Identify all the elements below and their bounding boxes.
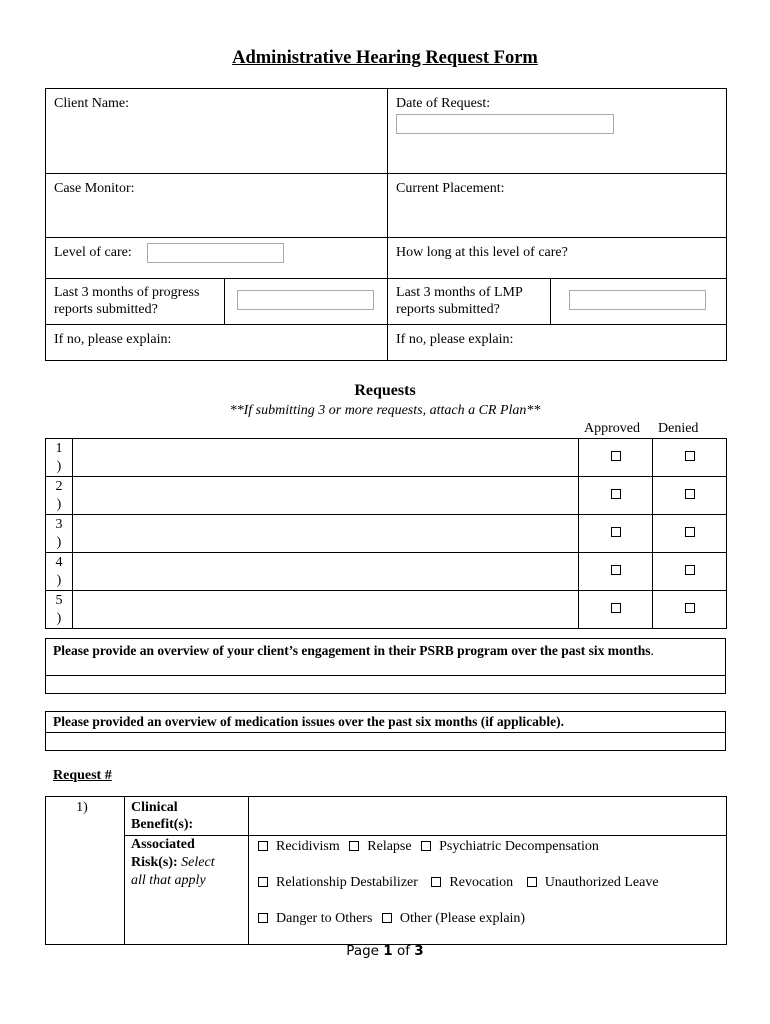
- request-row: [46, 439, 727, 477]
- denied-checkbox[interactable]: [685, 565, 695, 575]
- lmp-explain-label: If no, please explain:: [396, 332, 514, 347]
- risk-relationship-destabilizer[interactable]: Relationship Destabilizer: [258, 874, 418, 891]
- unauthorized-leave-checkbox[interactable]: [527, 877, 537, 887]
- denied-cell: [653, 591, 727, 629]
- request-number: 2 ): [46, 477, 73, 515]
- lmp-reports-label-1: Last 3 months of LMP: [396, 285, 523, 300]
- medication-overview-prompt: Please provided an overview of medication issues over the past six months (if applicable).: [46, 712, 726, 733]
- current-placement-label: Current Placement:: [396, 181, 505, 196]
- lmp-reports-cell: [388, 279, 551, 325]
- risk-danger-to-others[interactable]: Danger to Others: [258, 910, 372, 927]
- psrb-overview-table: [45, 638, 726, 694]
- current-page-number: 1: [383, 943, 393, 959]
- risk-other[interactable]: Other (Please explain): [382, 910, 525, 927]
- case-monitor-label: Case Monitor:: [54, 181, 135, 196]
- request-number: 4 ): [46, 553, 73, 591]
- client-name-cell[interactable]: [46, 89, 388, 174]
- recidivism-checkbox[interactable]: [258, 841, 268, 851]
- request-text-cell[interactable]: [73, 553, 579, 591]
- denied-checkbox[interactable]: [685, 527, 695, 537]
- request-text-cell[interactable]: [73, 477, 579, 515]
- request-detail-number: 1): [46, 797, 125, 945]
- request-row: [46, 553, 727, 591]
- progress-explain-cell[interactable]: [46, 325, 388, 361]
- requests-table: [45, 438, 727, 629]
- page-word: Page: [346, 943, 379, 959]
- how-long-cell[interactable]: [388, 238, 727, 279]
- progress-reports-answer-cell: [225, 279, 388, 325]
- approved-column-header: Approved: [584, 421, 640, 436]
- level-of-care-field[interactable]: [147, 243, 284, 263]
- date-of-request-label: Date of Request:: [396, 96, 491, 111]
- denied-cell: [653, 477, 727, 515]
- total-pages-number: 3: [414, 943, 424, 959]
- request-number: 3 ): [46, 515, 73, 553]
- lmp-reports-field[interactable]: [569, 290, 706, 310]
- clinical-benefit-answer[interactable]: [249, 797, 727, 836]
- psychiatric-decompensation-checkbox[interactable]: [421, 841, 431, 851]
- denied-cell: [653, 515, 727, 553]
- progress-reports-label-1: Last 3 months of progress: [54, 285, 200, 300]
- progress-reports-label-2: reports submitted?: [54, 302, 158, 317]
- progress-reports-field[interactable]: [237, 290, 374, 310]
- approved-cell: [579, 515, 653, 553]
- denied-cell: [653, 553, 727, 591]
- revocation-checkbox[interactable]: [431, 877, 441, 887]
- associated-risk-label: Associated Risk(s): Select all that apply: [125, 836, 249, 945]
- approved-checkbox[interactable]: [611, 565, 621, 575]
- risk-recidivism[interactable]: Recidivism: [258, 838, 340, 855]
- client-name-label: Client Name:: [54, 96, 130, 111]
- request-detail-table: [45, 796, 727, 945]
- progress-explain-label: If no, please explain:: [54, 332, 172, 347]
- denied-checkbox[interactable]: [685, 451, 695, 461]
- risk-unauthorized-leave[interactable]: Unauthorized Leave: [527, 874, 659, 891]
- denied-cell: [653, 439, 727, 477]
- lmp-reports-answer-cell: [551, 279, 727, 325]
- date-of-request-cell: [388, 89, 727, 174]
- denied-checkbox[interactable]: [685, 603, 695, 613]
- approved-cell: [579, 439, 653, 477]
- date-of-request-field[interactable]: [396, 114, 614, 134]
- request-text-cell[interactable]: [73, 515, 579, 553]
- approved-cell: [579, 591, 653, 629]
- associated-risk-options: [249, 836, 727, 945]
- how-long-label: How long at this level of care?: [396, 245, 568, 260]
- progress-reports-cell: [46, 279, 225, 325]
- requests-note: **If submitting 3 or more requests, attach a CR Plan**: [229, 403, 541, 418]
- relapse-checkbox[interactable]: [349, 841, 359, 851]
- denied-column-header: Denied: [658, 421, 699, 436]
- of-word: of: [396, 943, 410, 959]
- request-text-cell[interactable]: [73, 439, 579, 477]
- request-number-heading: Request #: [53, 768, 112, 783]
- request-number: 5 ): [46, 591, 73, 629]
- level-of-care-cell: [46, 238, 388, 279]
- clinical-benefit-label: Clinical Benefit(s):: [125, 797, 249, 836]
- lmp-reports-label-2: reports submitted?: [396, 302, 500, 317]
- form-title: Administrative Hearing Request Form: [232, 48, 538, 68]
- relationship-destabilizer-checkbox[interactable]: [258, 877, 268, 887]
- case-monitor-cell[interactable]: [46, 174, 388, 238]
- risk-relapse[interactable]: Relapse: [349, 838, 411, 855]
- lmp-explain-cell[interactable]: [388, 325, 727, 361]
- request-number: 1 ): [46, 439, 73, 477]
- level-of-care-label: Level of care:: [54, 245, 132, 261]
- other-checkbox[interactable]: [382, 913, 392, 923]
- requests-heading: Requests: [354, 382, 416, 399]
- approved-cell: [579, 553, 653, 591]
- request-row: [46, 477, 727, 515]
- risk-psychiatric-decompensation[interactable]: Psychiatric Decompensation: [421, 838, 599, 855]
- psrb-overview-prompt: Please provide an overview of your client’s engagement in their PSRB program over the past six months.: [46, 639, 726, 676]
- medication-overview-table: [45, 711, 726, 751]
- approved-checkbox[interactable]: [611, 451, 621, 461]
- request-text-cell[interactable]: [73, 591, 579, 629]
- approved-checkbox[interactable]: [611, 489, 621, 499]
- medication-overview-answer[interactable]: [46, 733, 726, 751]
- approved-checkbox[interactable]: [611, 527, 621, 537]
- approved-checkbox[interactable]: [611, 603, 621, 613]
- risk-revocation[interactable]: Revocation: [431, 874, 513, 891]
- psrb-overview-answer[interactable]: [46, 676, 726, 694]
- request-row: [46, 591, 727, 629]
- page-footer: [0, 943, 770, 959]
- current-placement-cell[interactable]: [388, 174, 727, 238]
- danger-to-others-checkbox[interactable]: [258, 913, 268, 923]
- denied-checkbox[interactable]: [685, 489, 695, 499]
- approved-cell: [579, 477, 653, 515]
- request-row: [46, 515, 727, 553]
- client-info-table: [45, 88, 727, 361]
